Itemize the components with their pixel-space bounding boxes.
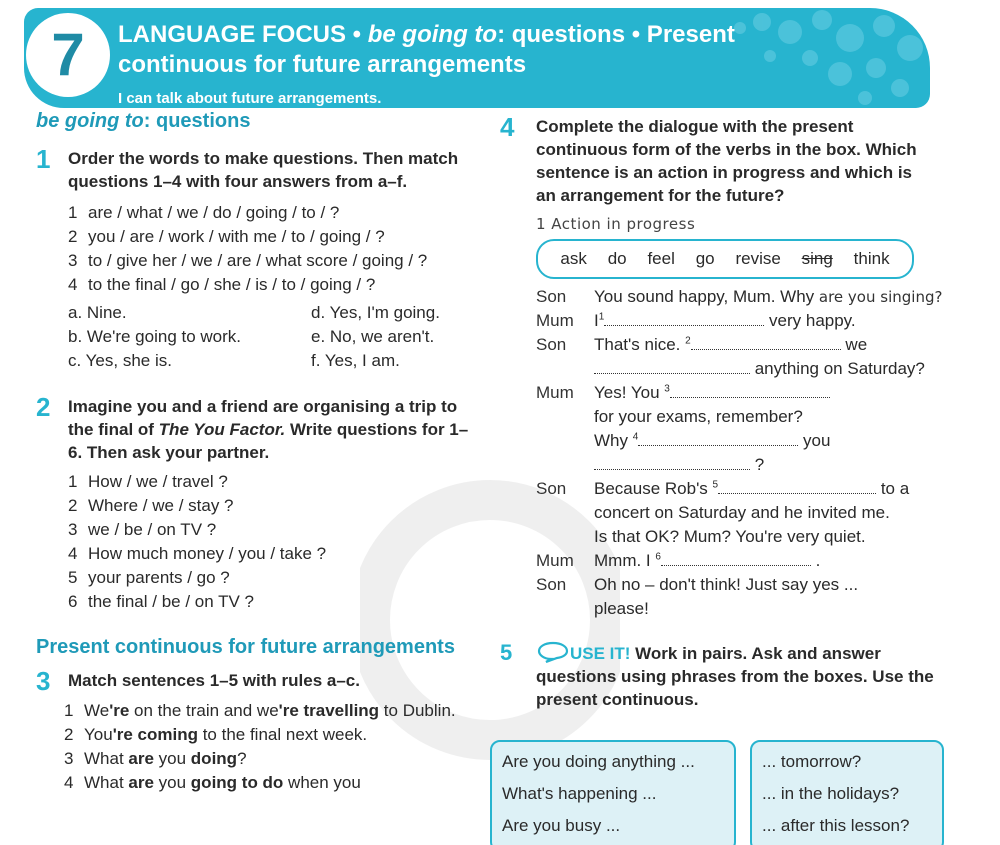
exercise-number: 5 xyxy=(500,640,513,665)
answer-blank[interactable] xyxy=(691,334,841,350)
list-item: 1 are / what / we / do / going / to / ? xyxy=(68,203,340,222)
phrase-box-times xyxy=(750,740,944,845)
list-item: 4 What are you going to do when you xyxy=(64,773,361,792)
speaker-label: Son xyxy=(536,479,567,498)
exercise-number: 3 xyxy=(36,666,51,696)
dialogue xyxy=(536,285,950,621)
list-item: 1 We're on the train and we're travelling to Dublin. xyxy=(64,701,456,720)
dialogue-line: Why $^4$ you xyxy=(594,431,831,450)
phrase-box-questions xyxy=(490,740,736,845)
list-item: 2 You're coming to the final next week. xyxy=(64,725,368,744)
list-item: 2 you / are / work / with me / to / going / ? xyxy=(68,227,385,246)
header-banner xyxy=(24,8,930,108)
handwritten-note: 1 Action in progress xyxy=(536,215,696,233)
list-item: 6 the final / be / on TV ? xyxy=(68,592,255,611)
speaker-label xyxy=(536,405,594,429)
dialogue-line: for your exams, remember? xyxy=(594,407,803,426)
box-word: revise xyxy=(735,249,781,268)
phrase: ... in the holidays? xyxy=(762,784,900,803)
dialogue-line: Yes! You $^3$ xyxy=(594,381,950,405)
exercise-5 xyxy=(500,641,950,711)
phrase: What's happening ... xyxy=(502,784,657,803)
box-word-struck: sing xyxy=(801,249,833,268)
exercise-number: 4 xyxy=(500,112,515,142)
answer-blank[interactable] xyxy=(638,430,798,446)
speaker-label xyxy=(536,597,594,621)
exercise-instruction: Imagine you and a friend are organising a trip to the final of The You Factor. Write questions for 1–6. Then ask your partner. xyxy=(68,397,469,462)
answer-blank[interactable] xyxy=(718,478,876,494)
list-item: 3 What are you doing? xyxy=(64,749,247,768)
box-word: do xyxy=(607,249,627,268)
dialogue-line: ? xyxy=(594,453,950,477)
exercise-3 xyxy=(36,666,476,696)
answer-option: c. Yes, she is. xyxy=(68,351,172,370)
phrase: ... tomorrow? xyxy=(762,752,862,771)
exercise-number: 1 xyxy=(36,144,51,174)
dialogue-line: please! xyxy=(594,599,649,618)
box-word: feel xyxy=(647,249,675,268)
speech-bubble-icon xyxy=(536,641,570,663)
dialogue-line: Oh no – don't think! Just say yes ... xyxy=(594,575,859,594)
page-subtitle: I can talk about future arrangements. xyxy=(118,90,382,107)
list-item: 3 to / give her / we / are / what score / going / ? xyxy=(68,251,428,270)
answer-blank[interactable] xyxy=(661,550,811,566)
exercise-2 xyxy=(36,392,476,464)
dialogue-line: Is that OK? Mum? You're very quiet. xyxy=(594,527,866,546)
right-column xyxy=(500,112,950,711)
speaker-label: Son xyxy=(536,287,567,306)
speaker-label: Son xyxy=(536,575,567,594)
use-it-label: USE IT! xyxy=(570,644,631,663)
answer-blank[interactable] xyxy=(594,454,750,470)
dialogue-line: You sound happy, Mum. Why are you singing? xyxy=(594,287,943,306)
list-item: 1 How / we / travel ? xyxy=(68,472,228,491)
speaker-label xyxy=(536,525,594,549)
dialogue-line: $I^1$ very happy. xyxy=(594,311,856,330)
speaker-label: Mum xyxy=(536,383,574,402)
answer-option: b. We're going to work. xyxy=(68,327,242,346)
dialogue-line: That's nice. $^2$ we xyxy=(594,335,868,354)
exercise-1-items xyxy=(68,201,476,297)
section-heading-be-going-to: be going to: questions xyxy=(36,110,251,132)
exercise-instruction: Order the words to make questions. Then match questions 1–4 with four answers from a–f. xyxy=(68,149,459,191)
exercise-3-items xyxy=(64,699,476,795)
exercise-2-items xyxy=(68,470,476,614)
speaker-label xyxy=(536,429,594,453)
dialogue-line: Because Rob's $^5$ to a xyxy=(594,479,910,498)
exercise-1 xyxy=(36,144,476,193)
box-word: go xyxy=(695,249,715,268)
exercise-instruction: Match sentences 1–5 with rules a–c. xyxy=(68,671,360,690)
speaker-label xyxy=(536,453,594,477)
box-word: think xyxy=(853,249,890,268)
dialogue-line: Mmm. I $^6$ . xyxy=(594,551,821,570)
answer-blank[interactable] xyxy=(604,310,764,326)
list-item: 3 we / be / on TV ? xyxy=(68,520,217,539)
answer-blank[interactable] xyxy=(594,358,750,374)
dialogue-line: anything on Saturday? xyxy=(594,357,950,381)
page-title: LANGUAGE FOCUS • be going to: questions • Present continuous for future arrangements xyxy=(118,21,735,78)
exercise-instruction: USE IT! Work in pairs. Ask and answer questions using phrases from the boxes. Use the present continuous. xyxy=(536,641,936,711)
dialogue-line: concert on Saturday and he invited me. xyxy=(594,503,890,522)
exercise-4 xyxy=(500,112,950,207)
answer-option: d. Yes, I'm going. xyxy=(311,303,440,322)
phrase: Are you doing anything ... xyxy=(502,752,695,771)
list-item: 4 How much money / you / take ? xyxy=(68,544,327,563)
answer-options xyxy=(68,301,476,373)
speaker-label xyxy=(536,357,594,381)
left-column xyxy=(36,110,476,795)
list-item: 4 to the final / go / she / is / to / going / ? xyxy=(68,275,376,294)
list-item: 5 your parents / go ? xyxy=(68,568,230,587)
answer-option: a. Nine. xyxy=(68,303,127,322)
speaker-label xyxy=(536,501,594,525)
speaker-label: Mum xyxy=(536,311,574,330)
exercise-instruction: Complete the dialogue with the present continuous form of the verbs in the box. Which sentence is an action in progress and which is an arrangement for the future? xyxy=(536,117,917,205)
box-word: ask xyxy=(560,249,587,268)
word-box xyxy=(536,239,914,279)
speaker-label: Mum xyxy=(536,551,574,570)
answer-option: e. No, we aren't. xyxy=(311,327,435,346)
list-item: 2 Where / we / stay ? xyxy=(68,496,234,515)
unit-number: 7 xyxy=(26,13,110,97)
exercise-number: 2 xyxy=(36,392,51,422)
section-heading-present-continuous: Present continuous for future arrangements xyxy=(36,636,455,658)
answer-blank[interactable] xyxy=(670,382,830,398)
answer-option: f. Yes, I am. xyxy=(311,351,400,370)
phrase: Are you busy ... xyxy=(502,816,621,835)
phrase: ... after this lesson? xyxy=(762,816,910,835)
speaker-label: Son xyxy=(536,335,567,354)
